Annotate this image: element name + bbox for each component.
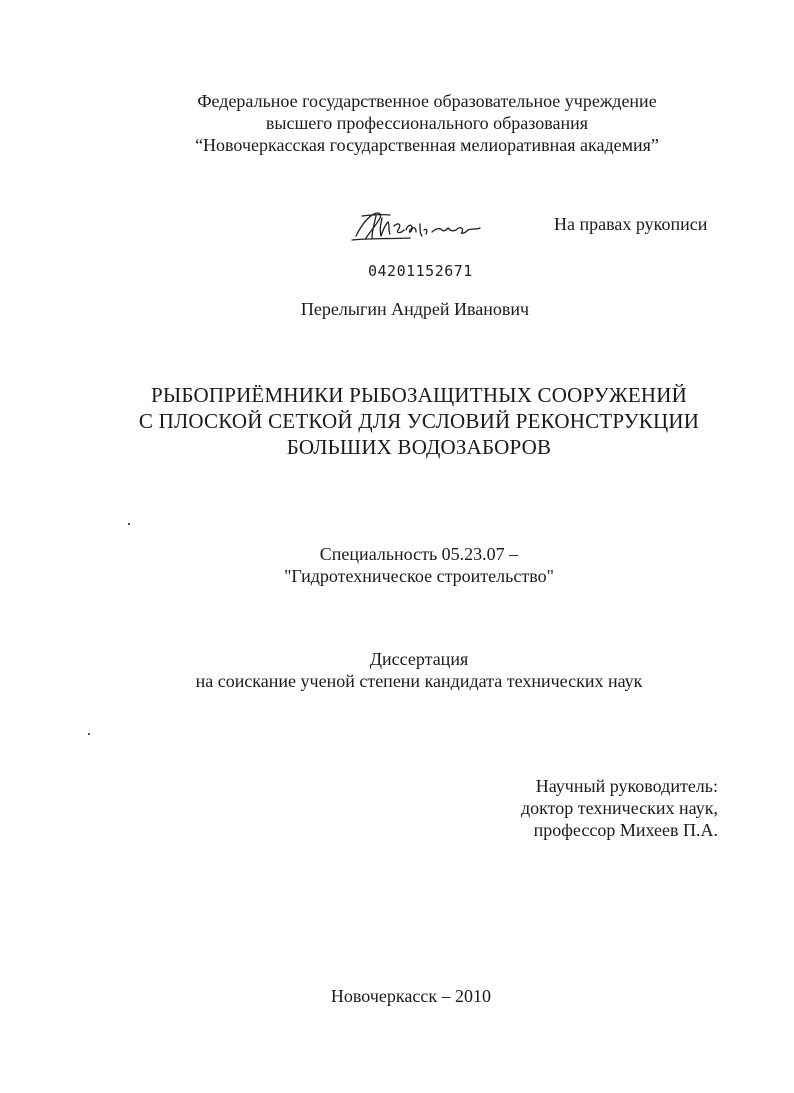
scan-speck: [88, 733, 90, 735]
dissertation-title: [22, 382, 794, 460]
dissertation-line-1: Диссертация: [369, 649, 469, 669]
supervisor-block: [480, 775, 718, 841]
city-year: Новочеркасск – 2010: [330, 986, 492, 1006]
dissertation-note: [22, 648, 794, 692]
institution-line-2: высшего профессионального образования: [265, 113, 589, 133]
specialty: [22, 543, 794, 587]
supervisor-line-1: Научный руководитель:: [535, 776, 718, 796]
institution-line-3: “Новочеркасская государственная мелиоративная академия”: [195, 135, 659, 155]
institution-header: [30, 90, 794, 156]
specialty-line-1: Специальность 05.23.07 –: [319, 544, 519, 564]
signature-icon: [350, 206, 490, 246]
institution-line-1: Федеральное государственное образовательное учреждение: [197, 91, 657, 111]
supervisor-line-3: профессор Михеев П.А.: [533, 820, 718, 840]
registration-number: 04201152671: [368, 262, 473, 280]
scan-speck: [128, 523, 130, 525]
dissertation-line-2: на соискание ученой степени кандидата технических наук: [195, 671, 643, 691]
author-name: Перелыгин Андрей Иванович: [300, 299, 530, 319]
title-line-2: С ПЛОСКОЙ СЕТКОЙ ДЛЯ УСЛОВИЙ РЕКОНСТРУКЦИИ: [138, 409, 700, 433]
rights-note: На правах рукописи: [554, 214, 708, 234]
specialty-line-2: "Гидротехническое строительство": [284, 566, 554, 586]
supervisor-line-2: доктор технических наук,: [521, 798, 718, 818]
title-line-1: РЫБОПРИЁМНИКИ РЫБОЗАЩИТНЫХ СООРУЖЕНИЙ: [150, 383, 688, 407]
title-line-3: БОЛЬШИХ ВОДОЗАБОРОВ: [286, 435, 552, 459]
